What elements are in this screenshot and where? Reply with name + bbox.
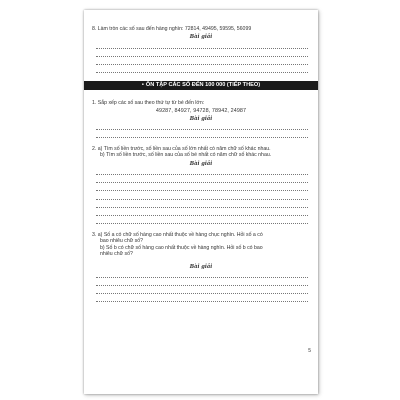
answer-lines	[92, 48, 310, 74]
answer-line	[96, 190, 308, 191]
answer-line	[96, 129, 308, 130]
answer-lines	[92, 174, 310, 224]
answer-line	[96, 48, 308, 49]
question-3b: b) Số b có chữ số hàng cao nhất thuộc về hàng nghìn. Hỏi số b có bao	[100, 244, 263, 251]
bullet-icon: •	[141, 82, 144, 89]
workbook-page	[84, 10, 318, 394]
question-8: 8. Làm tròn các số sau đến hàng nghìn: 72814, 49495, 59595, 56099	[92, 26, 252, 32]
page-number: 5	[308, 348, 311, 354]
section-title: ÔN TẬP CÁC SỐ ĐẾN 100 000 (TIẾP THEO)	[145, 82, 261, 89]
answer-line	[96, 301, 308, 302]
answer-line	[96, 285, 308, 286]
answer-line	[96, 277, 308, 278]
question-1: 1. Sắp xếp các số sau theo thứ tự từ bé đến lớn:	[92, 100, 205, 107]
answer-line	[96, 174, 308, 175]
answer-lines	[92, 277, 310, 303]
answer-line	[96, 207, 308, 208]
question-3b-cont: nhiêu chữ số?	[100, 251, 133, 258]
question-2b: b) Tìm số liền trước, số liền sau của số bé nhất có năm chữ số khác nhau.	[100, 152, 272, 159]
number-list: 49287, 84927, 94728, 78942, 24987	[155, 107, 247, 114]
answer-line	[96, 56, 308, 57]
answer-line	[96, 293, 308, 294]
answer-line	[96, 199, 308, 200]
answer-heading: Bài giải	[189, 160, 213, 167]
answer-heading: Bài giải	[189, 34, 213, 41]
answer-line	[96, 64, 308, 65]
answer-lines	[92, 129, 310, 138]
section-banner	[84, 81, 318, 90]
answer-heading: Bài giải	[189, 263, 213, 270]
question-3a: 3. a) Số a có chữ số hàng cao nhất thuộc về hàng chục nghìn. Hỏi số a có	[92, 232, 263, 239]
question-2a: 2. a) Tìm số liền trước, số liền sau của số lớn nhất có năm chữ số khác nhau.	[92, 145, 271, 152]
answer-line	[96, 215, 308, 216]
answer-line	[96, 72, 308, 73]
answer-line	[96, 182, 308, 183]
question-3a-cont: bao nhiêu chữ số?	[100, 238, 143, 245]
page-content	[92, 26, 310, 302]
answer-heading: Bài giải	[189, 115, 213, 122]
